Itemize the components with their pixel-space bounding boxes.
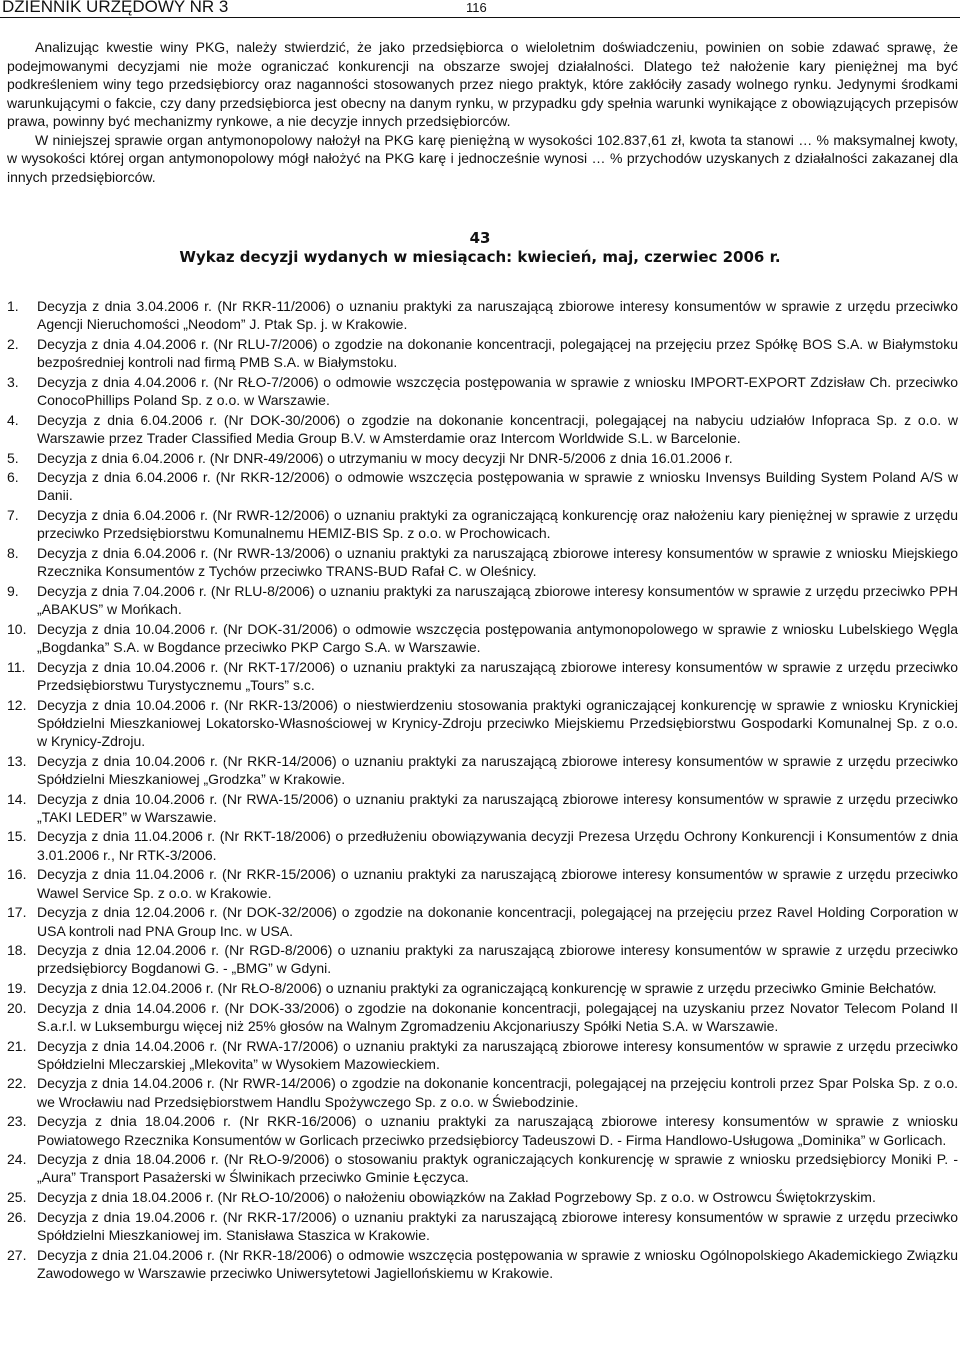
list-item (7, 1150, 958, 1187)
list-item-number: 20. (7, 999, 27, 1016)
header-rule (0, 17, 960, 18)
list-item-number: 22. (7, 1075, 27, 1092)
list-item-number: 23. (7, 1113, 27, 1130)
list-item-text: Decyzja z dnia 7.04.2006 r. (Nr RLU-8/2006) o uznaniu praktyki za naruszającą zbiorowe interesy konsumentów w sprawie z urzędu przeciwko PPH „ABAKUS” w Mońkach. (37, 582, 958, 618)
list-item-number: 6. (7, 469, 19, 486)
list-item (7, 999, 958, 1036)
list-item (7, 903, 958, 940)
list-item-number: 1. (7, 298, 19, 314)
page-number: 116 (466, 0, 487, 15)
list-item-text: Decyzja z dnia 11.04.2006 r. (Nr RKR-15/2006) o uznaniu praktyki za naruszającą zbiorowe interesy konsumentów w sprawie z urzędu przeciwko Wawel Service Sp. z o.o. w Krakowie. (37, 866, 958, 901)
list-item-number: 12. (7, 696, 27, 713)
list-item (7, 1074, 958, 1111)
list-item (7, 658, 958, 695)
list-item-text: Decyzja z dnia 10.04.2006 r. (Nr RWA-15/2006) o uznaniu praktyki za naruszającą zbiorowe interesy konsumentów w sprawie z urzędu przeciwko „TAKI LEDER” w Warszawie. (37, 790, 958, 825)
list-item (7, 506, 958, 543)
list-item (7, 620, 958, 657)
list-item-number: 25. (7, 1189, 27, 1206)
list-item-text: Decyzja z dnia 18.04.2006 r. (Nr RKR-16/2006) o uznaniu praktyki za naruszającą zbiorowe interesy konsumentów w sprawie z wniosku Powiatowego Rzecznika Konsumentów w Gorlicach przeciwko przedsiębiorcy Tadeuszowi D. - Firma Handlowo-Usługowa „Dominika” w Gorlicach. (37, 1113, 958, 1148)
list-item (7, 1037, 958, 1074)
list-item (7, 1112, 958, 1149)
list-item-text: Decyzja z dnia 4.04.2006 r. (Nr RŁO-7/2006) o odmowie wszczęcia postępowania w sprawie z wniosku IMPORT-EXPORT Zdzisław Ch. przeciwko ConocoPhillips Poland Sp. z o.o. w Warszawie. (37, 373, 958, 409)
list-item-text: Decyzja z dnia 6.04.2006 r. (Nr DOK-30/2006) o zgodzie na dokonanie koncentracji, polegającej na nabyciu udziałów Infopraca Sp. z o.o. w Warszawie przez Trader Classified Media Group B.V. w Amsterdamie oraz Intercom Worldwide S.L. w Barcelonie. (37, 411, 958, 446)
list-item-number: 7. (7, 507, 19, 524)
list-item-number: 10. (7, 620, 27, 637)
list-item-text: Decyzja z dnia 4.04.2006 r. (Nr RLU-7/2006) o zgodzie na dokonanie koncentracji, polegającej na przejęciu przez Spółkę BOS S.A. w Białymstoku bezpośredniej kontroli nad firmą PMB S.A. w Białymstoku. (37, 335, 958, 371)
list-item (7, 865, 958, 902)
list-item (7, 582, 958, 619)
list-item-number: 15. (7, 828, 27, 845)
intro-paragraph: Analizując kwestie winy PKG, należy stwierdzić, że jako przedsiębiorca o wieloletnim doświadczeniu, powinien on sobie zdawać sprawę, że podejmowanymi decyzjami nie może ograniczać konkurencji na obszarze swojej działalności. Dlatego też nałożenie kary pieniężnej ma być podkreśleniem winy tego przedsiębiorcy oraz naganności stosowanych przez niego praktyk, które zakłóciły zasady wolnego rynku. Jedynymi środkami warunkującymi o fakcie, czy dany przedsiębiorca jest obecny na danym rynku, w przypadku gdy spełnia warunki wynikające z obowiązujących przepisów prawa, powinny być mechanizmy rynkowe, a nie decyzje innych przedsiębiorców. (7, 39, 958, 129)
list-item-number: 8. (7, 544, 19, 561)
list-item-number: 16. (7, 866, 27, 883)
list-item-number: 5. (7, 449, 19, 466)
list-item (7, 979, 958, 997)
list-item-text: Decyzja z dnia 10.04.2006 r. (Nr RKR-13/2006) o niestwierdzeniu stosowania praktyki ograniczającej konkurencję w sprawie z wniosku Krynickiej Spółdzielni Mieszkaniowej Lokatorsko-Własnościowej w Krynicy-Zdroju przeciwko Miejskiemu Przedsiębiorstwu Gospodarki Komunalnej Sp. z o.o. w Krynicy-Zdroju. (37, 696, 958, 750)
list-item-text: Decyzja z dnia 12.04.2006 r. (Nr RGD-8/2006) o uznaniu praktyki za naruszającą zbiorowe interesy konsumentów w sprawie z urzędu przeciwko przedsiębiorcy Bogdanowi G. - „BMG” w Gdyni. (37, 942, 958, 977)
list-item (7, 1208, 958, 1245)
list-item (7, 1188, 958, 1206)
list-item-text: Decyzja z dnia 14.04.2006 r. (Nr RWR-14/2006) o zgodzie na dokonanie koncentracji, polegającej na przejęciu kontroli przez Spar Polska Sp. z o.o. we Wrocławiu nad Przedsiębiorstwem Handlu Spożywczego Sp. z o.o. w Świebodzinie. (37, 1075, 958, 1110)
list-item-number: 4. (7, 411, 19, 428)
page-header (0, 0, 960, 18)
list-item-number: 3. (7, 373, 19, 390)
list-item-text: Decyzja z dnia 18.04.2006 r. (Nr RŁO-10/2006) o nałożeniu obowiązków na Zakład Pogrzebowy Sp. z o.o. w Ostrowcu Świętokrzyskim. (37, 1189, 876, 1206)
list-item-text: Decyzja z dnia 6.04.2006 r. (Nr DNR-49/2006) o utrzymaniu w mocy decyzji Nr DNR-5/2006 z dnia 16.01.2006 r. (37, 449, 733, 466)
list-item-text: Decyzja z dnia 19.04.2006 r. (Nr RKR-17/2006) o uznaniu praktyki za naruszającą zbiorowe interesy konsumentów w sprawie z urzędu przeciwko Spółdzielni Mieszkaniowej im. Stanisława Staszica w Krakowie. (37, 1208, 958, 1243)
list-item-text: Decyzja z dnia 10.04.2006 r. (Nr RKT-17/2006) o uznaniu praktyki za naruszającą zbiorowe interesy konsumentów w sprawie z urzędu przeciwko Przedsiębiorstwu Turystycznemu „Tours” s.c. (37, 658, 958, 693)
list-item-number: 13. (7, 752, 27, 769)
list-item-number: 27. (7, 1246, 27, 1263)
list-item (7, 411, 958, 448)
list-item (7, 941, 958, 978)
list-item (7, 696, 958, 751)
intro-paragraph: W niniejszej sprawie organ antymonopolowy nałożył na PKG karę pieniężną w wysokości 102.837,61 zł, kwota ta stanowi … % maksymalnej kwoty, w wysokości której organ antymonopolowy mógł nałożyć na PKG karę i jednocześnie wynosi … % przychodów uzyskanych z działalności zakazanej dla innych przedsiębiorców. (7, 131, 958, 185)
list-item-number: 19. (7, 980, 27, 997)
list-item (7, 335, 958, 372)
list-item-text: Decyzja z dnia 14.04.2006 r. (Nr RWA-17/2006) o uznaniu praktyki za naruszającą zbiorowe interesy konsumentów w sprawie z urzędu przeciwko Spółdzielni Mleczarskiej „Mlekovita” w Wysokiem Mazowieckiem. (37, 1037, 958, 1072)
list-item-text: Decyzja z dnia 3.04.2006 r. (Nr RKR-11/2006) o uznaniu praktyki za naruszającą zbiorowe interesy konsumentów w sprawie z urzędu przeciwko Agencji Nieruchomości „Neodom” J. Ptak Sp. j. w Krakowie. (37, 298, 958, 333)
journal-title: DZIENNIK URZĘDOWY NR 3 (2, 0, 229, 16)
list-item-number: 18. (7, 942, 27, 959)
list-item-number: 2. (7, 335, 19, 352)
list-item (7, 1246, 958, 1283)
list-item-number: 9. (7, 582, 19, 599)
section-title: Wykaz decyzji wydanych w miesiącach: kwiecień, maj, czerwiec 2006 r. (179, 248, 781, 266)
section-number: 43 (469, 229, 491, 247)
list-item (7, 752, 958, 789)
list-item-number: 17. (7, 904, 27, 921)
list-item-text: Decyzja z dnia 6.04.2006 r. (Nr RWR-12/2006) o uznaniu praktyki za ograniczającą konkurencję oraz nałożeniu kary pieniężnej w sprawie z urzędu przeciwko Przedsiębiorstwu Komunalnemu HEMIZ-BIS Sp. z o.o. w Prochowicach. (37, 507, 958, 542)
decision-list (7, 297, 958, 1283)
list-item-text: Decyzja z dnia 10.04.2006 r. (Nr DOK-31/2006) o odmowie wszczęcia postępowania antymonopolowego w sprawie z wniosku Lubelskiego Węgla „Bogdanka” S.A. w Bogdance przeciwko PKP Cargo S.A. w Warszawie. (37, 620, 958, 656)
list-item (7, 373, 958, 410)
list-item-text: Decyzja z dnia 18.04.2006 r. (Nr RŁO-9/2006) o stosowaniu praktyk ograniczających konkurencję w sprawie z wniosku przedsiębiorcy Moniki P. - „Aura” Transport Pasażerski w Ślwinikach przeciwko Gminie Łęczyca. (37, 1151, 958, 1186)
list-item (7, 827, 958, 864)
list-item-text: Decyzja z dnia 10.04.2006 r. (Nr RKR-14/2006) o uznaniu praktyki za naruszającą zbiorowe interesy konsumentów w sprawie z urzędu przeciwko Spółdzielni Mieszkaniowej „Grodzka” w Krakowie. (37, 752, 958, 787)
list-item-text: Decyzja z dnia 12.04.2006 r. (Nr DOK-32/2006) o zgodzie na dokonanie koncentracji, polegającej na przejęciu przez Ravel Holding Corporation w USA kontroli nad PNA Group Inc. w USA. (37, 904, 958, 939)
list-item-text: Decyzja z dnia 11.04.2006 r. (Nr RKT-18/2006) o przedłużeniu obowiązywania decyzji Prezesa Urzędu Ochrony Konkurencji i Konsumentów z dnia 3.01.2006 r., Nr RTK-3/2006. (37, 828, 958, 863)
list-item-text: Decyzja z dnia 21.04.2006 r. (Nr RKR-18/2006) o odmowie wszczęcia postępowania w sprawie z wniosku Ogólnopolskiego Akademickiego Związku Zawodowego w Warszawie przeciwko Uniwersytetowi Jagiellońskiemu w Krakowie. (37, 1246, 958, 1281)
list-item-number: 26. (7, 1208, 27, 1225)
list-item-text: Decyzja z dnia 14.04.2006 r. (Nr DOK-33/2006) o zgodzie na dokonanie koncentracji, polegającej na uzyskaniu przez Novator Telecom Poland II S.a.r.l. w Luksemburgu więcej niż 25% głosów na Walnym Zgromadzeniu Akcjonariuszy Spółki Netia S.A. w Warszawie. (37, 999, 958, 1034)
list-item-number: 24. (7, 1151, 27, 1168)
list-item (7, 297, 958, 334)
intro-text (7, 38, 958, 186)
list-item-text: Decyzja z dnia 12.04.2006 r. (Nr RŁO-8/2006) o uznaniu praktyki za ograniczającą konkurencję w sprawie z urzędu przeciwko Gminie Bełchatów. (37, 980, 937, 997)
list-item (7, 544, 958, 581)
list-item (7, 449, 958, 467)
list-item-text: Decyzja z dnia 6.04.2006 r. (Nr RKR-12/2006) o odmowie wszczęcia postępowania w sprawie z wniosku Invensys Building System Poland A/S w Danii. (37, 469, 958, 504)
list-item-number: 14. (7, 790, 27, 807)
list-item-number: 11. (7, 658, 26, 675)
list-item (7, 790, 958, 827)
list-item-number: 21. (7, 1037, 27, 1054)
list-item-text: Decyzja z dnia 6.04.2006 r. (Nr RWR-13/2006) o uznaniu praktyki za naruszającą zbiorowe interesy konsumentów w sprawie z wniosku Miejskiego Rzecznika Konsumentów z Tychów przeciwko TRANS-BUD Rafał C. w Oleśnicy. (37, 544, 958, 580)
list-item (7, 468, 958, 505)
